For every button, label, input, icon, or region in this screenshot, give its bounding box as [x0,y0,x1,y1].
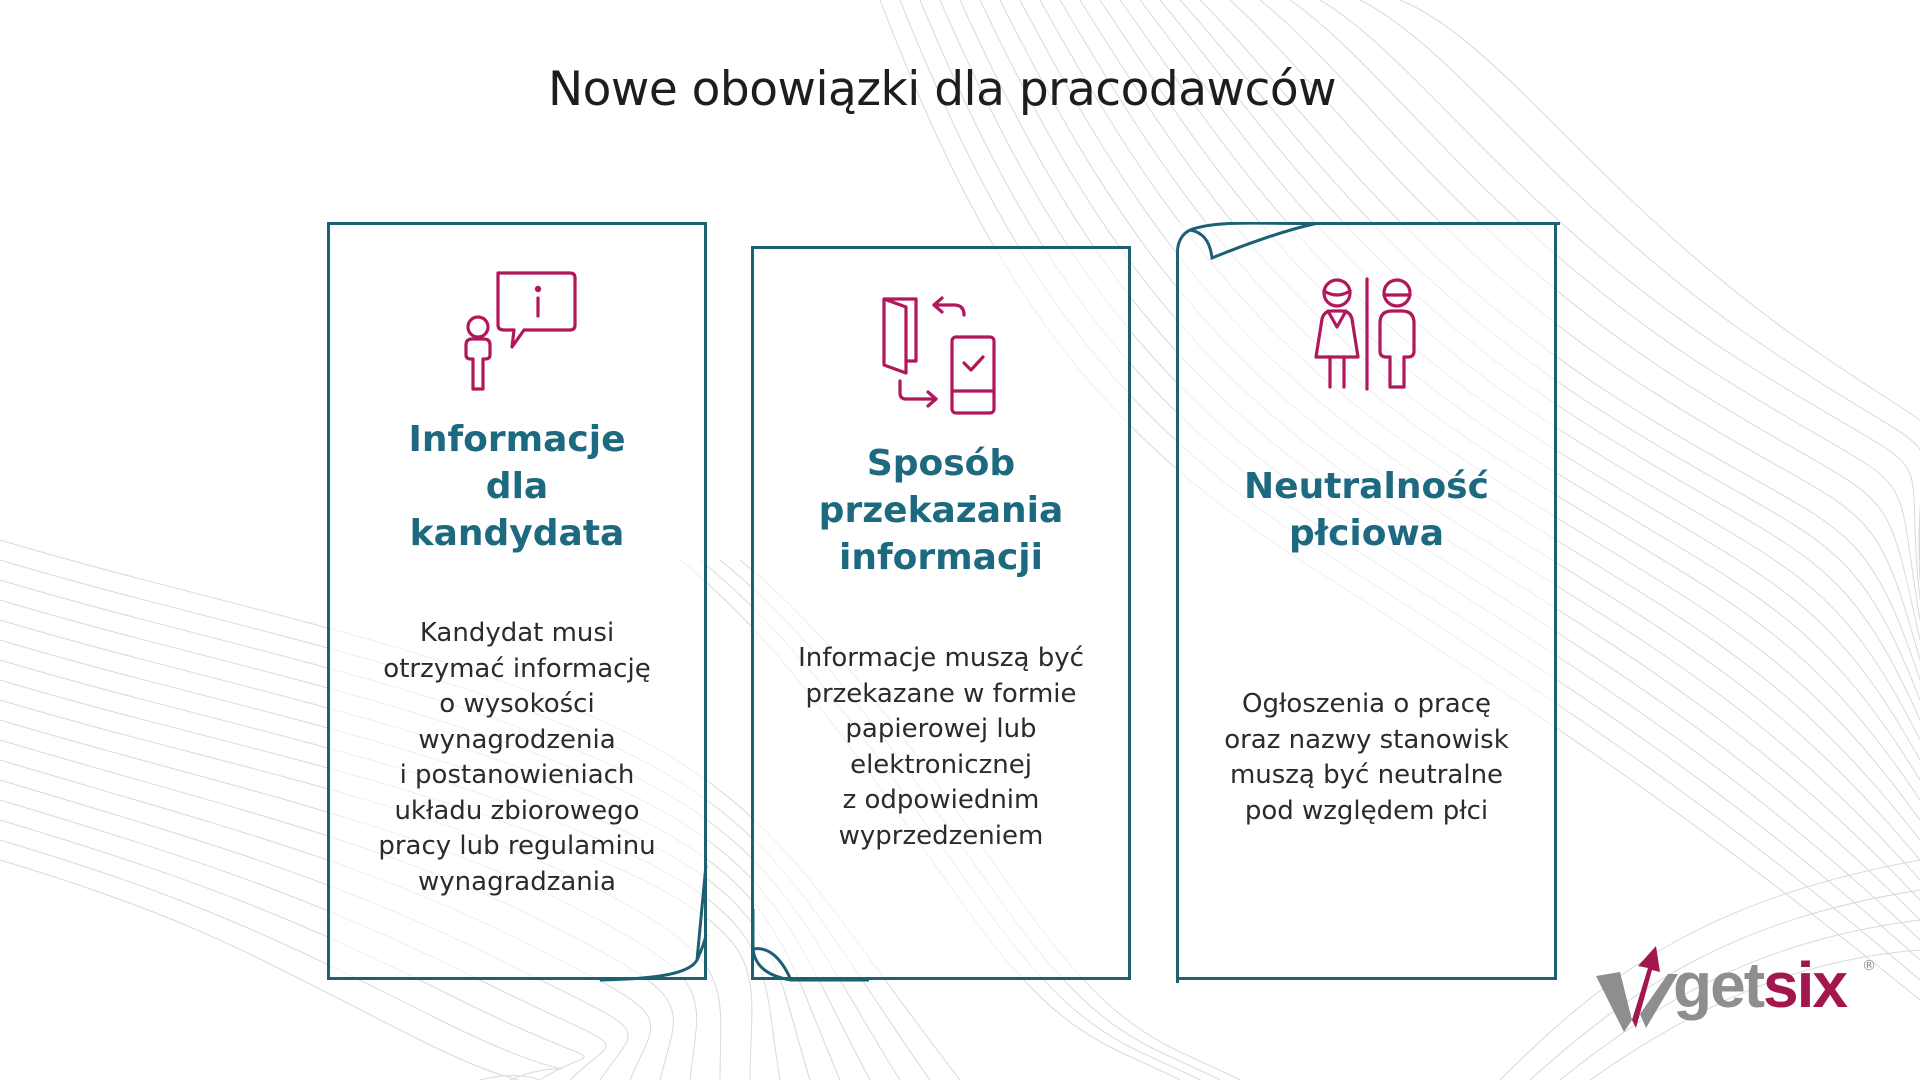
logo-arrow-mark-icon [1590,944,1680,1034]
page-title: Nowe obowiązki dla pracodawców [547,62,1337,117]
card-gender-neutrality [1176,222,1557,980]
card-delivery-method [751,246,1131,980]
card-body-text: Ogłoszenia o pracę oraz nazwy stanowisk muszą być neutralne pod względem płci [1224,689,1509,826]
logo-wordmark: getsix [1673,949,1846,1021]
page-curl-decoration [751,909,871,983]
document-to-phone-transfer-icon [876,295,1006,420]
card-heading: Neutralność płciowa [1244,466,1489,554]
card-candidate-information [327,222,707,980]
card-body-text: Kandydat musi otrzymać informację o wysokości wynagrodzenia i postanowieniach układu zbiorowego pracy lub regulaminu wynagradzania [378,618,656,897]
registered-mark: ® [1862,958,1876,974]
gender-neutral-icon [1302,277,1432,402]
card-body-text: Informacje muszą być przekazane w formie papierowej lub elektronicznej z odpowiednim wyprzedzeniem [798,643,1084,851]
card-heading: Sposób przekazania informacji [818,443,1064,578]
getsix-logo [1590,944,1880,1034]
person-info-bubble-icon [452,271,582,396]
card-heading: Informacje dla kandydata [408,419,626,554]
